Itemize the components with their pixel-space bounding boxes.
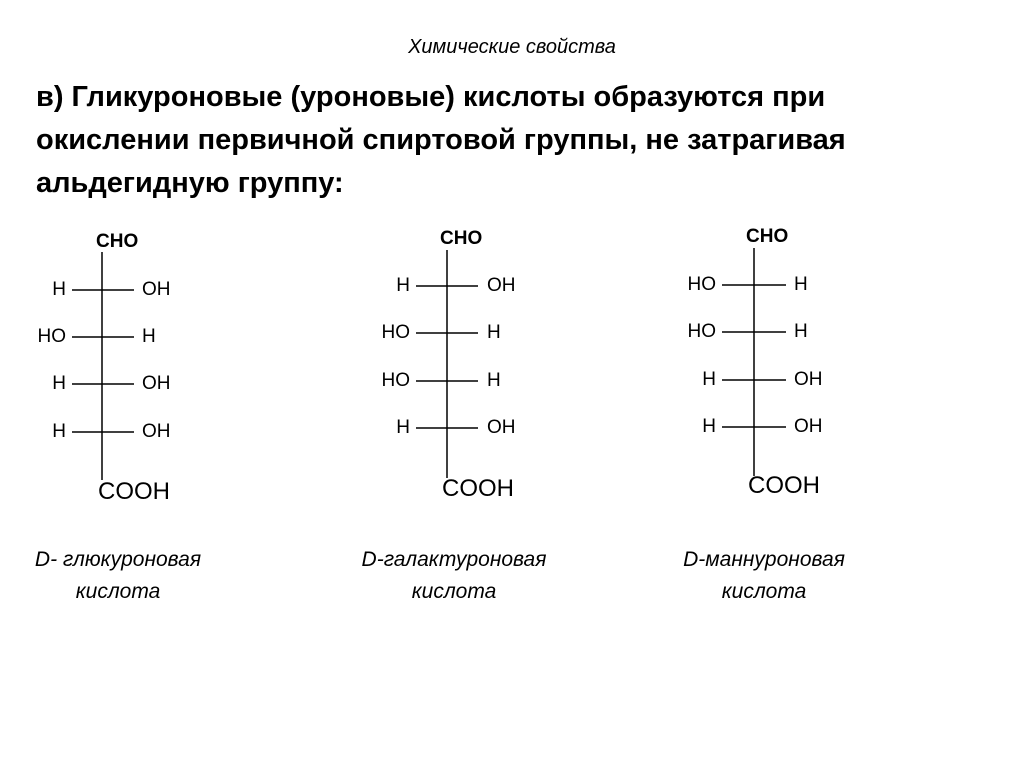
substituent-right: H — [142, 326, 156, 347]
substituent-left: HO — [687, 321, 716, 342]
substituent-right: OH — [487, 417, 516, 438]
caption-mannuronic — [634, 544, 894, 608]
substituent-right: OH — [487, 275, 516, 296]
cooh-group: COOH — [748, 472, 820, 499]
substituent-left: H — [52, 279, 66, 300]
substituent-right: OH — [142, 279, 171, 300]
caption-line: кислота — [411, 580, 497, 603]
heading-line: в) Гликуроновые (уроновые) кислоты образуются при — [36, 81, 826, 113]
slide-subtitle: Химические свойства — [408, 36, 616, 58]
cooh-group: COOH — [98, 478, 170, 505]
substituent-right: OH — [142, 373, 171, 394]
caption-line: D- глюкуроновая — [34, 548, 202, 571]
substituent-left: H — [396, 417, 410, 438]
substituent-left: H — [702, 369, 716, 390]
cho-group: CHO — [746, 226, 789, 247]
substituent-left: HO — [687, 274, 716, 295]
heading-line: альдегидную группу: — [36, 167, 344, 199]
substituent-left: H — [396, 275, 410, 296]
substituent-right: OH — [142, 421, 171, 442]
substituent-right: H — [794, 321, 808, 342]
substituent-right: OH — [794, 416, 823, 437]
substituent-left: H — [52, 373, 66, 394]
substituent-right: OH — [794, 369, 823, 390]
cho-group: CHO — [96, 231, 139, 252]
cooh-group: COOH — [442, 475, 514, 502]
substituent-right: H — [487, 322, 501, 343]
caption-line: кислота — [721, 580, 807, 603]
substituent-right: H — [487, 370, 501, 391]
substituent-left: H — [702, 416, 716, 437]
substituent-right: H — [794, 274, 808, 295]
caption-line: D-маннуроновая — [683, 548, 845, 571]
substituent-left: HO — [37, 326, 66, 347]
substituent-left: HO — [381, 370, 410, 391]
heading-line: окислении первичной спиртовой группы, не затрагивая — [36, 124, 846, 156]
substituent-left: H — [52, 421, 66, 442]
caption-line: кислота — [75, 580, 161, 603]
cho-group: CHO — [440, 228, 483, 249]
caption-line: D-галактуроновая — [361, 548, 547, 571]
substituent-left: HO — [381, 322, 410, 343]
